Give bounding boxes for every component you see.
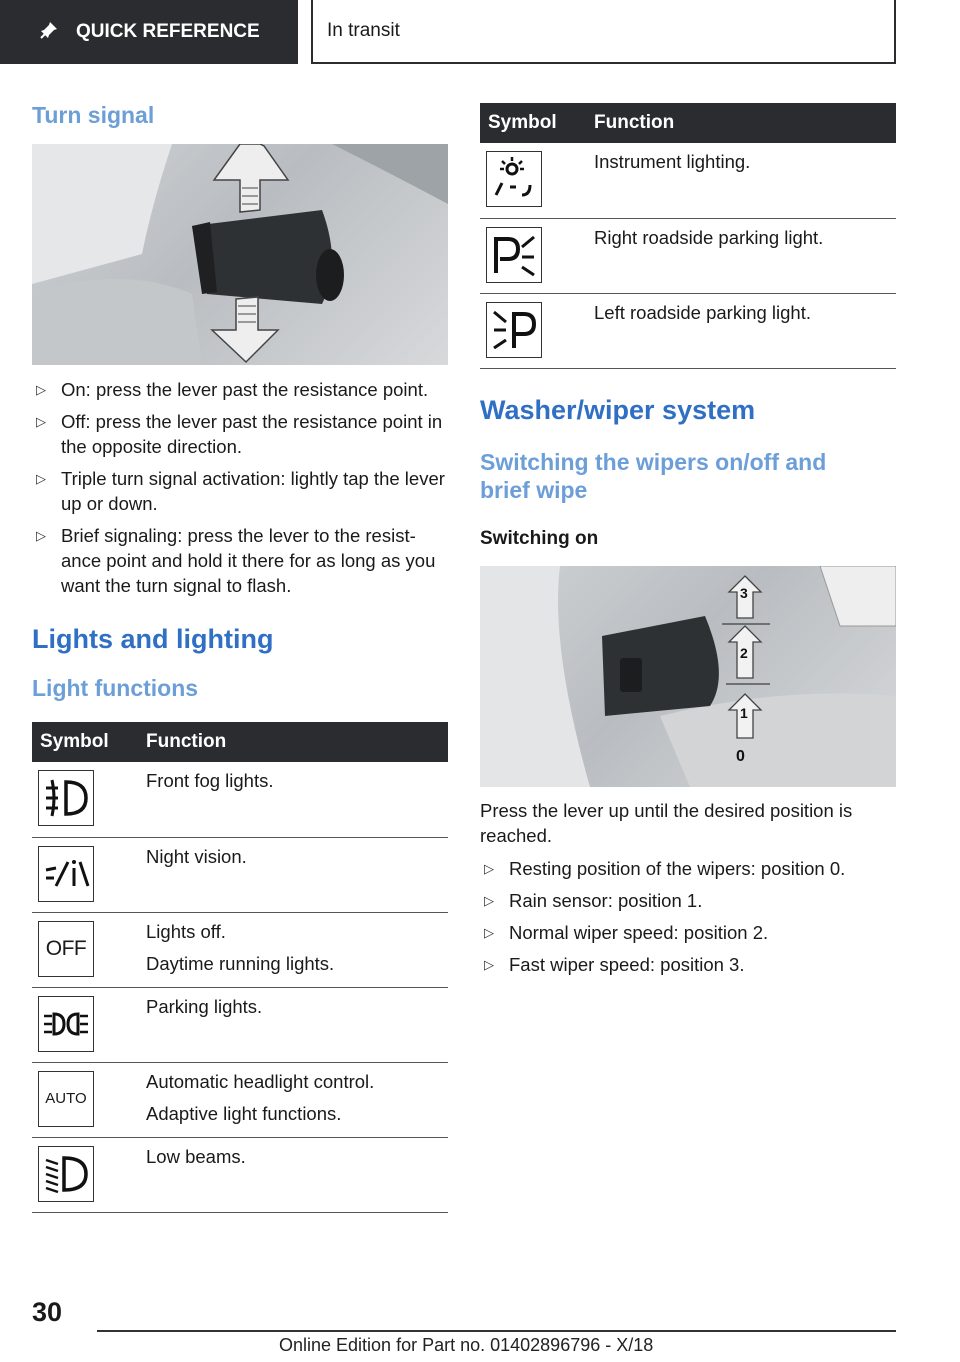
function-text: Adaptive light functions. <box>146 1102 342 1124</box>
turn-signal-photo <box>32 144 448 365</box>
function-text: Lights off. <box>146 920 226 942</box>
front-fog-icon <box>38 770 94 826</box>
auto-icon: AUTO <box>38 1071 94 1127</box>
left-column <box>32 96 448 1213</box>
list-item: ▷ Triple turn signal activation: lightly tap the lever up or down. <box>36 468 445 514</box>
lights-title: Lights and lighting <box>32 624 274 654</box>
bullet-triangle-icon: ▷ <box>484 924 494 940</box>
table-row <box>480 293 896 368</box>
table-row <box>32 1137 448 1212</box>
table-row <box>32 912 448 987</box>
instrument-lighting-icon <box>486 151 542 207</box>
left-parking-icon <box>486 302 542 358</box>
function-text: Front fog lights. <box>146 770 274 791</box>
col-symbol: Symbol <box>480 103 587 143</box>
list-item: ▷ Fast wiper speed: position 3. <box>484 953 745 975</box>
bullet-triangle-icon: ▷ <box>36 414 46 429</box>
list-item: ▷ Normal wiper speed: position 2. <box>484 921 769 943</box>
list-item: ▷ On: press the lever past the resistance point. <box>36 379 429 400</box>
night-vision-icon <box>38 846 94 902</box>
position-2-label: 2 <box>740 644 748 661</box>
washer-title: Washer/wiper system <box>480 394 756 425</box>
pin-icon <box>40 21 58 44</box>
bullet-triangle-icon: ▷ <box>36 528 46 543</box>
function-text: Right roadside parking light. <box>594 226 824 248</box>
low-beams-icon <box>38 1146 94 1202</box>
list-item: ▷ Rain sensor: position 1. <box>484 889 703 911</box>
col-symbol: Symbol <box>32 722 139 762</box>
col-function: Function <box>139 722 448 762</box>
table-row <box>32 1062 448 1137</box>
bullet-triangle-icon: ▷ <box>36 382 46 397</box>
bullet-triangle-icon: ▷ <box>484 860 494 876</box>
parking-lights-icon <box>38 996 94 1052</box>
chapter-box <box>311 0 896 64</box>
right-column <box>480 103 896 984</box>
wiper-paragraph: Press the lever up until the desired position is reached. <box>480 799 853 846</box>
table-row <box>32 837 448 912</box>
bullet-triangle-icon: ▷ <box>36 471 46 486</box>
list-item: ▷ Resting position of the wipers: position 0. <box>484 857 846 879</box>
list-item: ▷ Off: press the lever past the resistance point in the opposite direction. <box>36 411 443 457</box>
right-parking-icon <box>486 227 542 283</box>
function-text: Automatic headlight control. <box>146 1070 375 1092</box>
chapter-label: In transit <box>327 20 400 41</box>
page-number: 30 <box>32 1297 63 1327</box>
footer-divider <box>97 1330 896 1332</box>
table-header <box>480 103 896 143</box>
section-tab[interactable] <box>0 0 298 64</box>
bullet-triangle-icon: ▷ <box>484 956 494 972</box>
function-text: Night vision. <box>146 845 247 867</box>
position-1-label: 1 <box>740 704 748 721</box>
col-function: Function <box>587 103 896 143</box>
table-header <box>32 722 448 762</box>
position-3-label: 3 <box>740 584 748 601</box>
function-text: Instrument lighting. <box>594 151 751 172</box>
turn-signal-list <box>32 377 448 598</box>
position-0-label: 0 <box>736 747 745 765</box>
function-text: Low beams. <box>146 1145 246 1167</box>
table-row <box>480 218 896 293</box>
off-icon: OFF <box>38 921 94 977</box>
table-row <box>32 762 448 837</box>
symbol-table-continued <box>480 103 896 369</box>
list-item: ▷ Brief signaling: press the lever to the resist‐ance point and hold it there for as long as you want the turn signal to flash. <box>36 525 436 596</box>
function-text: Parking lights. <box>146 995 263 1017</box>
switching-on-heading: Switching on <box>480 527 599 549</box>
light-functions-table <box>32 722 448 1213</box>
function-text: Daytime running lights. <box>146 952 335 974</box>
turn-signal-title: Turn signal <box>32 102 155 128</box>
wiper-list <box>480 856 896 977</box>
light-functions-title: Light functions <box>32 675 199 701</box>
table-row <box>32 987 448 1062</box>
function-text: Left roadside parking light. <box>594 301 811 323</box>
edition-text: Online Edition for Part no. 01402896796 - X/18 <box>279 1335 654 1355</box>
wiper-lever-photo <box>480 566 896 787</box>
wipers-subtitle: Switching the wipers on/off and brief wipe <box>480 448 827 503</box>
section-label: QUICK REFERENCE <box>76 21 260 42</box>
bullet-triangle-icon: ▷ <box>484 892 494 908</box>
table-row <box>480 143 896 218</box>
